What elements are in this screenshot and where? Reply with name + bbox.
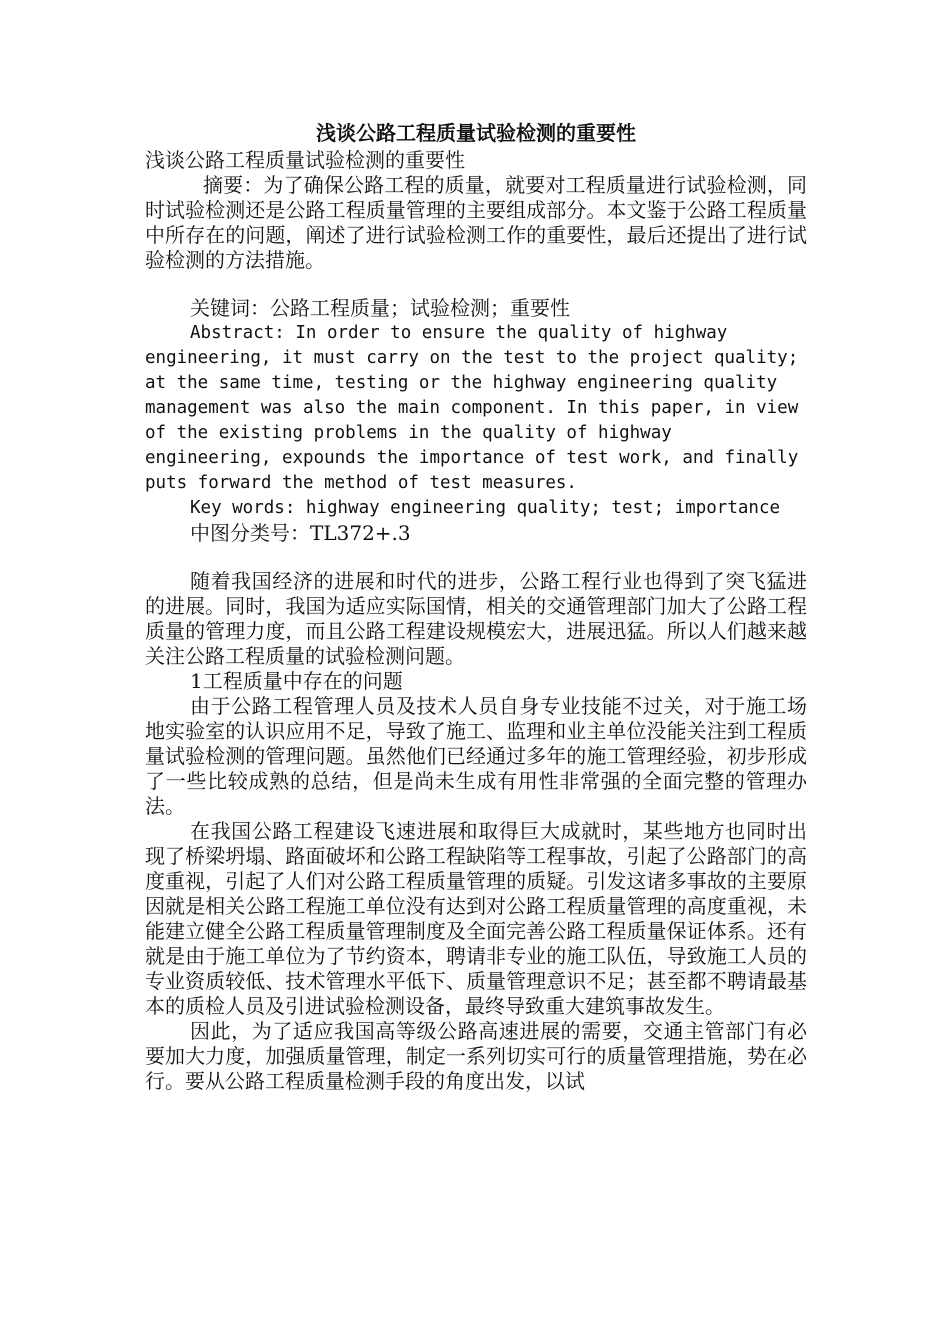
intro-paragraph: 随着我国经济的进展和时代的进步，公路工程行业也得到了突飞猛进的进展。同时，我国为适应实际国情，相关的交通管理部门加大了公路工程质量的管理力度，而且公路工程建设规模宏大，进展迅猛。所以人们越来越关注公路工程质量的试验检测问题。 [145,569,807,668]
classification-number: 中图分类号：TL372+.3 [190,521,411,545]
keywords-english: Key words: highway engineering quality; test; importance [190,498,781,518]
body-paragraph: 在我国公路工程建设飞速进展和取得巨大成就时，某些地方也同时出现了桥梁坍塌、路面破坏和公路工程缺陷等工程事故，引起了公路部门的高度重视，引起了人们对公路工程质量管理的质疑。引发这诸多事故的主要原因就是相关公路工程施工单位没有达到对公路工程质量管理的高度重视，未能建立健全公路工程质量管理制度及全面完善公路工程质量保证体系。还有就是由于施工单位为了节约资本，聘请非专业的施工队伍，导致施工人员的专业资质较低、技术管理水平低下、质量管理意识不足；甚至都不聘请最基本的质检人员及引进试验检测设备，最终导致重大建筑事故发生。 [145,819,807,1018]
keywords-chinese: 关键词：公路工程质量；试验检测；重要性 [190,296,570,320]
body-paragraph: 因此，为了适应我国高等级公路高速进展的需要，交通主管部门有必要加大力度，加强质量管理，制定一系列切实可行的质量管理措施，势在必行。要从公路工程质量检测手段的角度出发，以试 [145,1019,807,1093]
document-title: 浅谈公路工程质量试验检测的重要性 [316,121,636,145]
body-paragraph: 由于公路工程管理人员及技术人员自身专业技能不过关，对于施工场地实验室的认识应用不足，导致了施工、监理和业主单位没能关注到工程质量试验检测的管理问题。虽然他们已经通过多年的施工管理经验，初步形成了一些比较成熟的总结，但是尚未生成有用性非常强的全面完整的管理办法。 [145,694,807,818]
abstract-english: Abstract: In order to ensure the quality of highway engineering, it must carry on the test to the project quality; at the same time, testing or the highway engineering quality management was also the main component. In this paper, in view of the existing problems in the quality of highway engineering, expounds the importance of test work, and finally puts forward the method of test measures. [145,323,799,493]
document-subtitle: 浅谈公路工程质量试验检测的重要性 [145,148,465,172]
abstract-chinese: 摘要：为了确保公路工程的质量，就要对工程质量进行试验检测，同时试验检测还是公路工程质量管理的主要组成部分。本文鉴于公路工程质量中所存在的问题，阐述了进行试验检测工作的重要性，最后还提出了进行试验检测的方法措施。 [145,173,807,272]
document-page [145,118,807,1094]
section-heading: 1工程质量中存在的问题 [190,669,403,693]
